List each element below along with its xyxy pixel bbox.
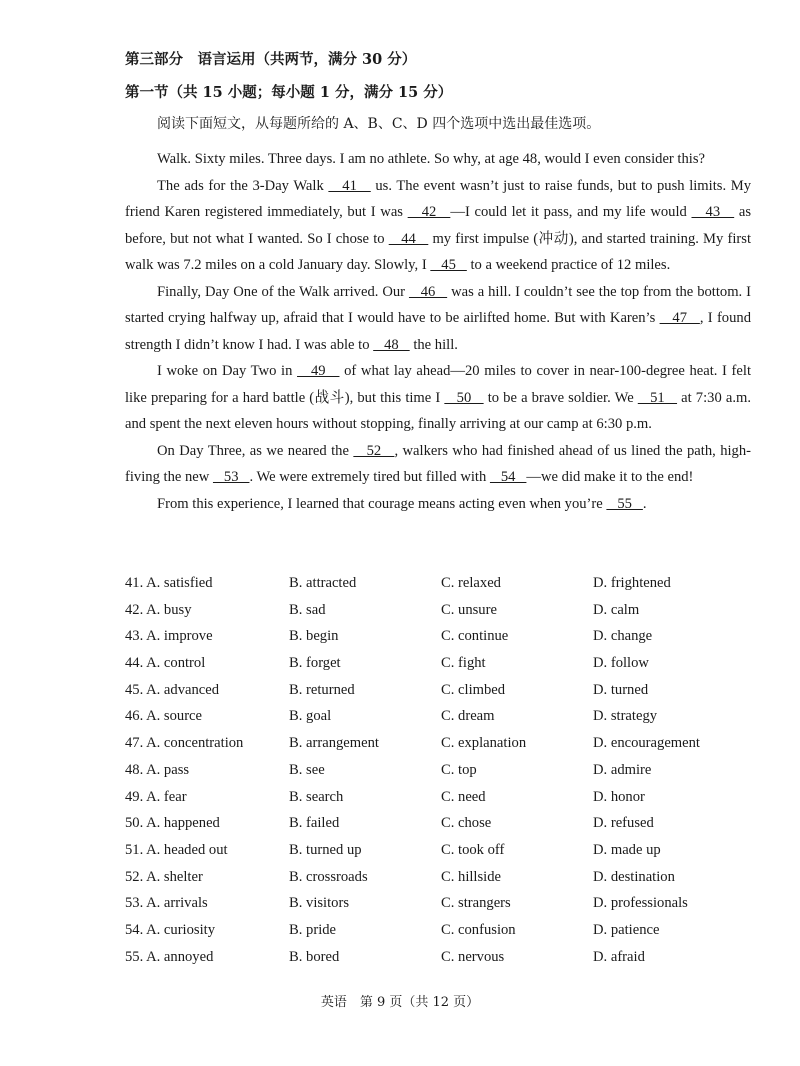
option-b: B. returned [289,681,355,698]
passage-text: Walk. Sixty miles. Three days. I am no athlete. So why, at age 48, would I even consider this? [157,151,705,167]
option-a: 53. A. arrivals [125,895,208,912]
question-options-row [125,869,765,896]
answer-blank: 42 [407,204,451,220]
passage-text: From this experience, I learned that courage means acting even when you’re [157,495,607,512]
passage-text: —we did make it to the end! [526,469,694,485]
passage-text: I woke on Day Two in [157,363,298,379]
question-options-row [125,628,765,655]
question-options-row [125,762,765,789]
option-c: C. climbed [441,681,506,698]
answer-options-list [125,575,765,975]
option-d: D. patience [593,921,660,938]
passage-text: Finally, Day One of the Walk arrived. Our [157,283,409,300]
option-a: 42. A. busy [125,601,192,618]
option-b: B. attracted [289,575,357,591]
option-b: B. visitors [289,895,350,912]
answer-blank: 46 [408,283,448,300]
question-options-row [125,682,765,709]
option-c: C. dream [441,708,495,725]
option-b: B. see [289,761,325,778]
option-b: B. search [289,788,344,805]
passage-text: my first impulse (冲动), and started training. My first walk was 7.2 miles on a cold January day. Slowly, I [125,230,751,273]
option-d: D. encouragement [593,735,700,752]
passage-paragraph [125,491,751,518]
passage-text: The ads for the 3-Day Walk [157,177,329,194]
passage-text: On Day Three, as we neared the [157,442,354,459]
option-d: D. change [593,628,653,645]
option-d: D. follow [593,655,649,672]
option-c: C. strangers [441,895,511,912]
option-a: 41. A. satisfied [125,575,213,591]
option-b: B. arrangement [289,735,379,752]
option-a: 50. A. happened [125,815,220,832]
option-d: D. refused [593,815,654,832]
option-c: C. fight [441,655,486,672]
option-c: C. need [441,788,486,805]
answer-blank: 55 [606,495,643,512]
question-options-row [125,708,765,735]
answer-blank: 50 [444,389,484,406]
passage-text: as before, but not what I wanted. So I chose to [125,204,752,247]
option-a: 49. A. fear [125,788,187,805]
answer-blank: 54 [489,469,527,485]
answer-blank: 51 [637,389,678,406]
answer-blank: 49 [297,363,340,379]
passage-text: the hill. [409,336,458,353]
option-a: 47. A. concentration [125,735,244,752]
option-b: B. begin [289,628,339,645]
option-b: B. goal [289,708,332,725]
passage-paragraph [125,279,751,359]
option-d: D. made up [593,841,661,858]
answer-blank: 45 [430,257,467,273]
passage-text: of what lay ahead—20 miles to cover in near-100-degree heat. I felt like preparing for a hard battle (战斗), but this time I [125,363,752,406]
option-b: B. crossroads [289,868,368,885]
option-a: 46. A. source [125,708,203,725]
option-a: 54. A. curiosity [125,921,215,938]
option-d: D. professionals [593,895,688,912]
option-c: C. confusion [441,921,516,938]
passage-text: at 7:30 a.m. and spent the next eleven hours without stopping, finally arriving at our camp at 6:30 p.m. [125,389,751,432]
answer-blank: 48 [373,336,410,353]
question-options-row [125,655,765,682]
passage-text: , walkers who had finished ahead of us lined the path, high-fiving the new [125,442,751,485]
option-c: C. relaxed [441,575,501,591]
option-c: C. nervous [441,948,505,965]
option-b: B. bored [289,948,340,965]
question-options-row [125,949,765,976]
answer-blank: 47 [659,310,700,326]
option-b: B. pride [289,921,337,938]
option-a: 43. A. improve [125,628,213,645]
answer-blank: 43 [691,204,735,220]
passage-text: us. The event wasn’t just to raise funds, but to push limits. My friend Karen registered immediately, but I was [125,177,751,220]
option-b: B. forget [289,655,341,672]
answer-blank: 53 [212,469,250,485]
question-options-row [125,735,765,762]
option-b: B. failed [289,815,340,832]
option-c: C. continue [441,628,509,645]
option-d: D. honor [593,788,645,805]
option-b: B. sad [289,601,326,618]
option-c: C. hillside [441,868,501,885]
option-d: D. afraid [593,948,645,965]
passage-paragraph [125,146,751,173]
option-a: 51. A. headed out [125,841,228,858]
answer-blank: 52 [353,442,395,459]
passage-text: , I found strength I didn’t know I had. I was able to [125,310,751,353]
passage-paragraph [125,438,751,491]
option-a: 55. A. annoyed [125,948,214,965]
question-options-row [125,922,765,949]
option-d: D. calm [593,601,640,618]
option-c: C. took off [441,841,505,858]
question-options-row [125,895,765,922]
question-options-row [125,842,765,869]
option-a: 48. A. pass [125,761,190,778]
answer-blank: 41 [328,177,371,194]
cloze-passage [125,146,751,517]
option-c: C. chose [441,815,492,832]
option-c: C. top [441,761,477,778]
passage-text: to be a brave soldier. We [483,389,638,406]
question-options-row [125,815,765,842]
answer-blank: 44 [388,230,429,247]
question-options-row [125,789,765,816]
option-d: D. admire [593,761,652,778]
option-b: B. turned up [289,841,362,858]
passage-text: —I could let it pass, and my life would [450,204,692,220]
option-a: 45. A. advanced [125,681,220,698]
subsection-title: 第一节（共 15 小题；每小题 1 分，满分 15 分） [125,84,453,101]
page-footer: 英语 第 9 页（共 12 页） [320,995,480,1010]
option-a: 52. A. shelter [125,868,203,885]
option-d: D. destination [593,868,675,885]
option-d: D. turned [593,681,649,698]
passage-text: to a weekend practice of 12 miles. [466,257,671,273]
section-title: 第三部分 语言运用（共两节，满分 30 分） [125,51,417,68]
option-a: 44. A. control [125,655,206,672]
passage-text: . We were extremely tired but filled with [249,469,490,485]
option-c: C. explanation [441,735,527,752]
question-options-row [125,575,765,602]
passage-text: . [642,495,647,512]
instruction-text: 阅读下面短文，从每题所给的 A、B、C、D 四个选项中选出最佳选项。 [157,116,601,132]
option-c: C. unsure [441,601,497,618]
passage-paragraph [125,173,751,279]
passage-paragraph [125,358,751,438]
question-options-row [125,602,765,629]
option-d: D. strategy [593,708,658,725]
passage-text: was a hill. I couldn’t see the top from the bottom. I started crying halfway up, afraid that I would have to be airlifted home. But with Karen’s [125,283,751,326]
option-d: D. frightened [593,575,671,591]
